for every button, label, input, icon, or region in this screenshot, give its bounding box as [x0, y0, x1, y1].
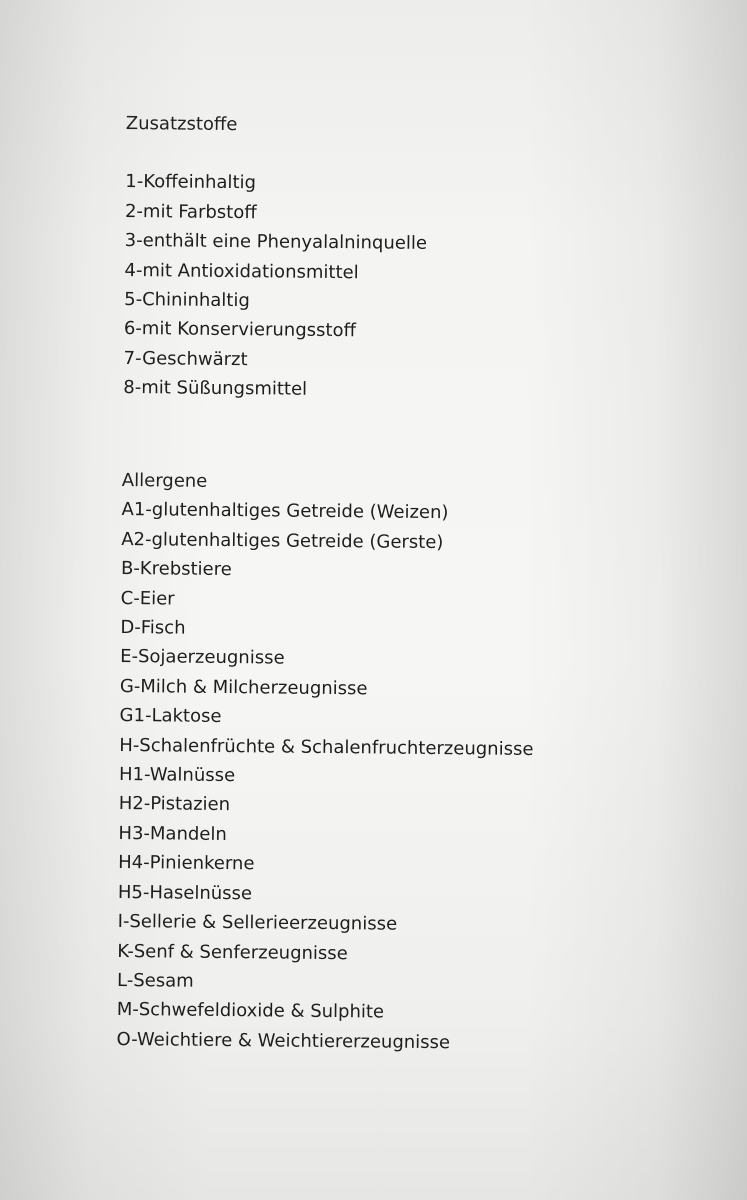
allergen-item-h2: H2-Pistazien: [118, 793, 231, 816]
allergen-item-h1: H1-Walnüsse: [118, 764, 236, 787]
allergen-item-a1: A1-glutenhaltiges Getreide (Weizen): [121, 499, 449, 524]
allergen-item-g: G-Milch & Milcherzeugnisse: [119, 675, 368, 700]
allergen-item-a2: A2-glutenhaltiges Getreide (Gerste): [121, 528, 444, 553]
allergen-item-l: L-Sesam: [116, 969, 194, 992]
allergen-item-h4: H4-Pinienkerne: [118, 852, 255, 875]
additive-item-1: 1-Koffeinhaltig: [125, 171, 257, 194]
allergen-item-g1: G1-Laktose: [119, 705, 222, 728]
allergens-list: [116, 495, 536, 1058]
allergen-item-c: C-Eier: [120, 587, 175, 610]
allergen-item-h: H-Schalenfrüchte & Schalenfruchterzeugnisse: [119, 734, 534, 760]
allergens-section: [116, 466, 536, 1058]
allergen-item-i: I-Sellerie & Sellerieerzeugnisse: [117, 911, 398, 935]
allergen-item-b: B-Krebstiere: [120, 558, 232, 581]
additives-heading: Zusatzstoffe: [125, 112, 238, 136]
additive-item-3: 3-enthält eine Phenyalalninquelle: [124, 230, 428, 255]
allergen-item-h5: H5-Haselnüsse: [117, 881, 253, 904]
allergen-item-o: O-Weichtiere & Weichtiererzeugnisse: [116, 1028, 451, 1053]
additive-item-6: 6-mit Konservierungsstoff: [123, 318, 357, 342]
allergen-item-m: M-Schwefeldioxide & Sulphite: [116, 999, 385, 1023]
additive-item-7: 7-Geschwärzt: [123, 347, 248, 371]
additive-item-5: 5-Chininhaltig: [124, 289, 250, 312]
additives-list: [123, 167, 427, 405]
allergen-item-h3: H3-Mandeln: [118, 822, 227, 845]
allergens-heading: Allergene: [121, 469, 208, 492]
additive-item-4: 4-mit Antioxidationsmittel: [124, 259, 359, 283]
additives-section: [123, 109, 428, 406]
additive-item-8: 8-mit Süßungsmittel: [123, 377, 308, 401]
additive-item-2: 2-mit Farbstoff: [124, 200, 257, 224]
allergen-item-d: D-Fisch: [120, 617, 186, 639]
allergen-item-k: K-Senf & Senferzeugnisse: [117, 940, 348, 964]
allergen-item-e: E-Sojaerzeugnisse: [120, 646, 285, 670]
